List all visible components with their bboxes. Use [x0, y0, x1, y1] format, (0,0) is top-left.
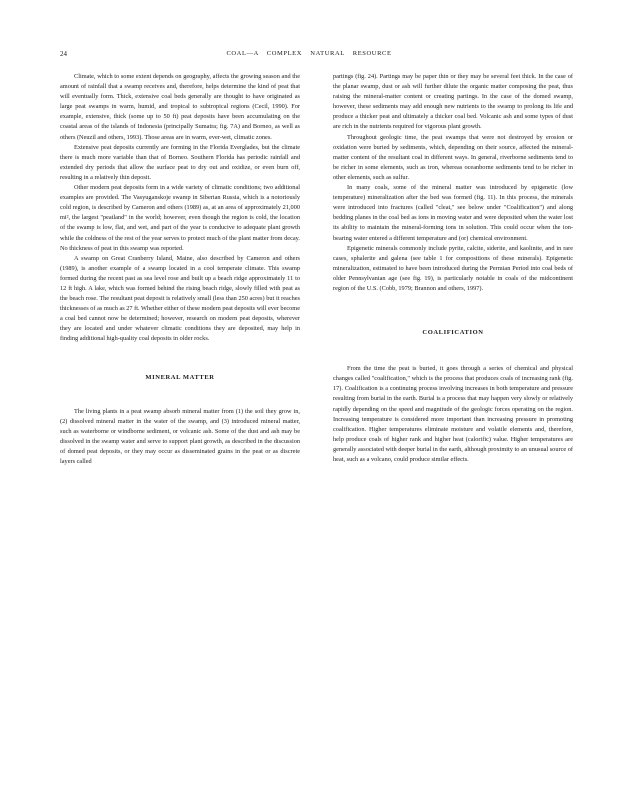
page-number: 24	[60, 50, 67, 58]
right-column	[333, 72, 573, 465]
section-heading-coalification: COALIFICATION	[422, 329, 484, 337]
paragraph: Extensive peat deposits currently are forming in the Florida Everglades, but the climate there is much more variable than that of Borneo. Southern Florida has periodic rainfall and extended dry periods that allow the surface peat to dry out and oxidize, or even burn off, resulting in a relatively thin deposit.	[60, 143, 300, 181]
paragraph: From the time the peat is buried, it goes through a series of chemical and physical changes called "coalification," which is the process that produces coals of increasing rank (fig. 17). Coalification is a continuing process involving increases in both temperature and pressure resulting from burial in the earth. Burial is a process that may happen very slowly or relatively rapidly depending on the speed and magnitude of the geologic forces operating on the region. Increasing temperature is considered more important than increasing pressure in promoting coalification. Higher temperatures eliminate moisture and volatile elements and, therefore, help produce coals of higher rank and higher heat (calorific) value. Higher temperatures are generally associated with deeper burial in the earth, although proximity to an unusual source of heat, such as a volcano, could produce similar effects.	[333, 365, 573, 463]
section-heading-mineral-matter: MINERAL MATTER	[145, 373, 215, 381]
running-head: COAL—A COMPLEX NATURAL RESOURCE	[226, 50, 392, 57]
paragraph: partings (fig. 24). Partings may be paper thin or they may be several feet thick. In the case of the planar swamp, dust or ash will further dilute the organic matter composing the peat, thus raising the mineral-matter content or creating partings. In the case of the domed swamp, however, these sediments may add enough new nutrients to the swamp to prolong its life and produce a thicker peat and ultimately a thicker coal bed. Volcanic ash and some types of dust are rich in the nutrients required for vigorous plant growth.	[333, 73, 573, 131]
paragraph: A swamp on Great Cranberry Island, Maine, also described by Cameron and others (1989), is another example of a swamp located in a cool temperate climate. This swamp formed during the recent past as sea level rose and built up a beach ridge approximately 11 to 12 ft high. A lake, which was formed behind the rising beach ridge, slowly filled with peat as the beach rose. The resultant peat deposit is relatively small (less than 250 acres) but it reaches thicknesses of as much as 27 ft. Whether either of these modern peat deposits will ever become a coal bed cannot now be determined; however, research on modern peat deposits, wherever they are located and under whatever climatic conditions they are deposited, may help in finding additional high-quality coal deposits in older rocks.	[60, 254, 300, 343]
paragraph: Epigenetic minerals commonly include pyrite, calcite, siderite, and kaolinite, and in rare cases, sphalerite and galena (see table 1 for compositions of these minerals). Epigenetic mineralization, estimated to have been introduced during the Permian Period into coal beds of older Pennsylvanian age (see fig. 19), is particularly notable in coals of the midcontinent region of the U.S. (Cobb, 1979; Brannon and others, 1997).	[333, 244, 573, 292]
paragraph: The living plants in a peat swamp absorb mineral matter from (1) the soil they grow in, (2) dissolved mineral matter in the water of the swamp, and (3) introduced mineral matter, such as waterborne or windborne sediment, or volcanic ash. Some of the dust and ash may be dissolved in the swamp water and serve to support plant growth, as described in the discussion of domed peat deposits, or they may occur as disseminated grains in the peat or as discrete layers called	[60, 407, 300, 466]
paragraph: In many coals, some of the mineral matter was introduced by epigenetic (low temperature) mineralization after the bed was formed (fig. 11). In this process, the minerals were introduced into fractures (called "cleat," see below under "Coalification") and along bedding planes in the coal bed as ions in moving water and were deposited when the water lost its ability to maintain the mineral-forming ions in solution. This could occur when the ion-bearing water entered a different temperature and (or) chemical environment.	[333, 184, 573, 242]
left-column	[60, 72, 300, 467]
paragraph: Climate, which to some extent depends on geography, affects the growing season and the amount of rainfall that a swamp receives and, therefore, helps determine the kind of peat that will eventually form. Thick, extensive coal beds generally are thought to have originated as large peat swamps in warm, humid, and tropical to subtropical regions (Cecil, 1990). For example, extensive, thick (some up to 50 ft) peat deposits have been accumulating on the coastal areas of the islands of Indonesia (principally Sumatra; fig. 7A) and Borneo, as well as others (Neuzil and others, 1993). Those areas are in warm, ever-wet, climatic zones.	[60, 73, 300, 141]
paragraph: Other modern peat deposits form in a wide variety of climatic conditions; two additional examples are provided. The Vasyuganskoje swamp in Siberian Russia, which is a notoriously cold region, is described by Cameron and others (1989) as, at an area of approximately 21,000 mi², the largest "peatland" in the world; however, even though the region is cold, the location of the swamp is low, flat, and wet, and part of the year is conducive to adequate plant growth while the coldness of the rest of the year serves to protect much of the plant matter from decay. No thickness of peat in this swamp was reported.	[60, 184, 300, 252]
paragraph: Throughout geologic time, the peat swamps that were not destroyed by erosion or oxidation were buried by sediments, which, depending on their source, affected the mineral-matter content of the resultant coal in different ways. In general, riverborne sediments tend to be richer in some elements, such as iron, whereas oceanborne sediments tend to be richer in other elements, such as sulfur.	[333, 133, 573, 181]
